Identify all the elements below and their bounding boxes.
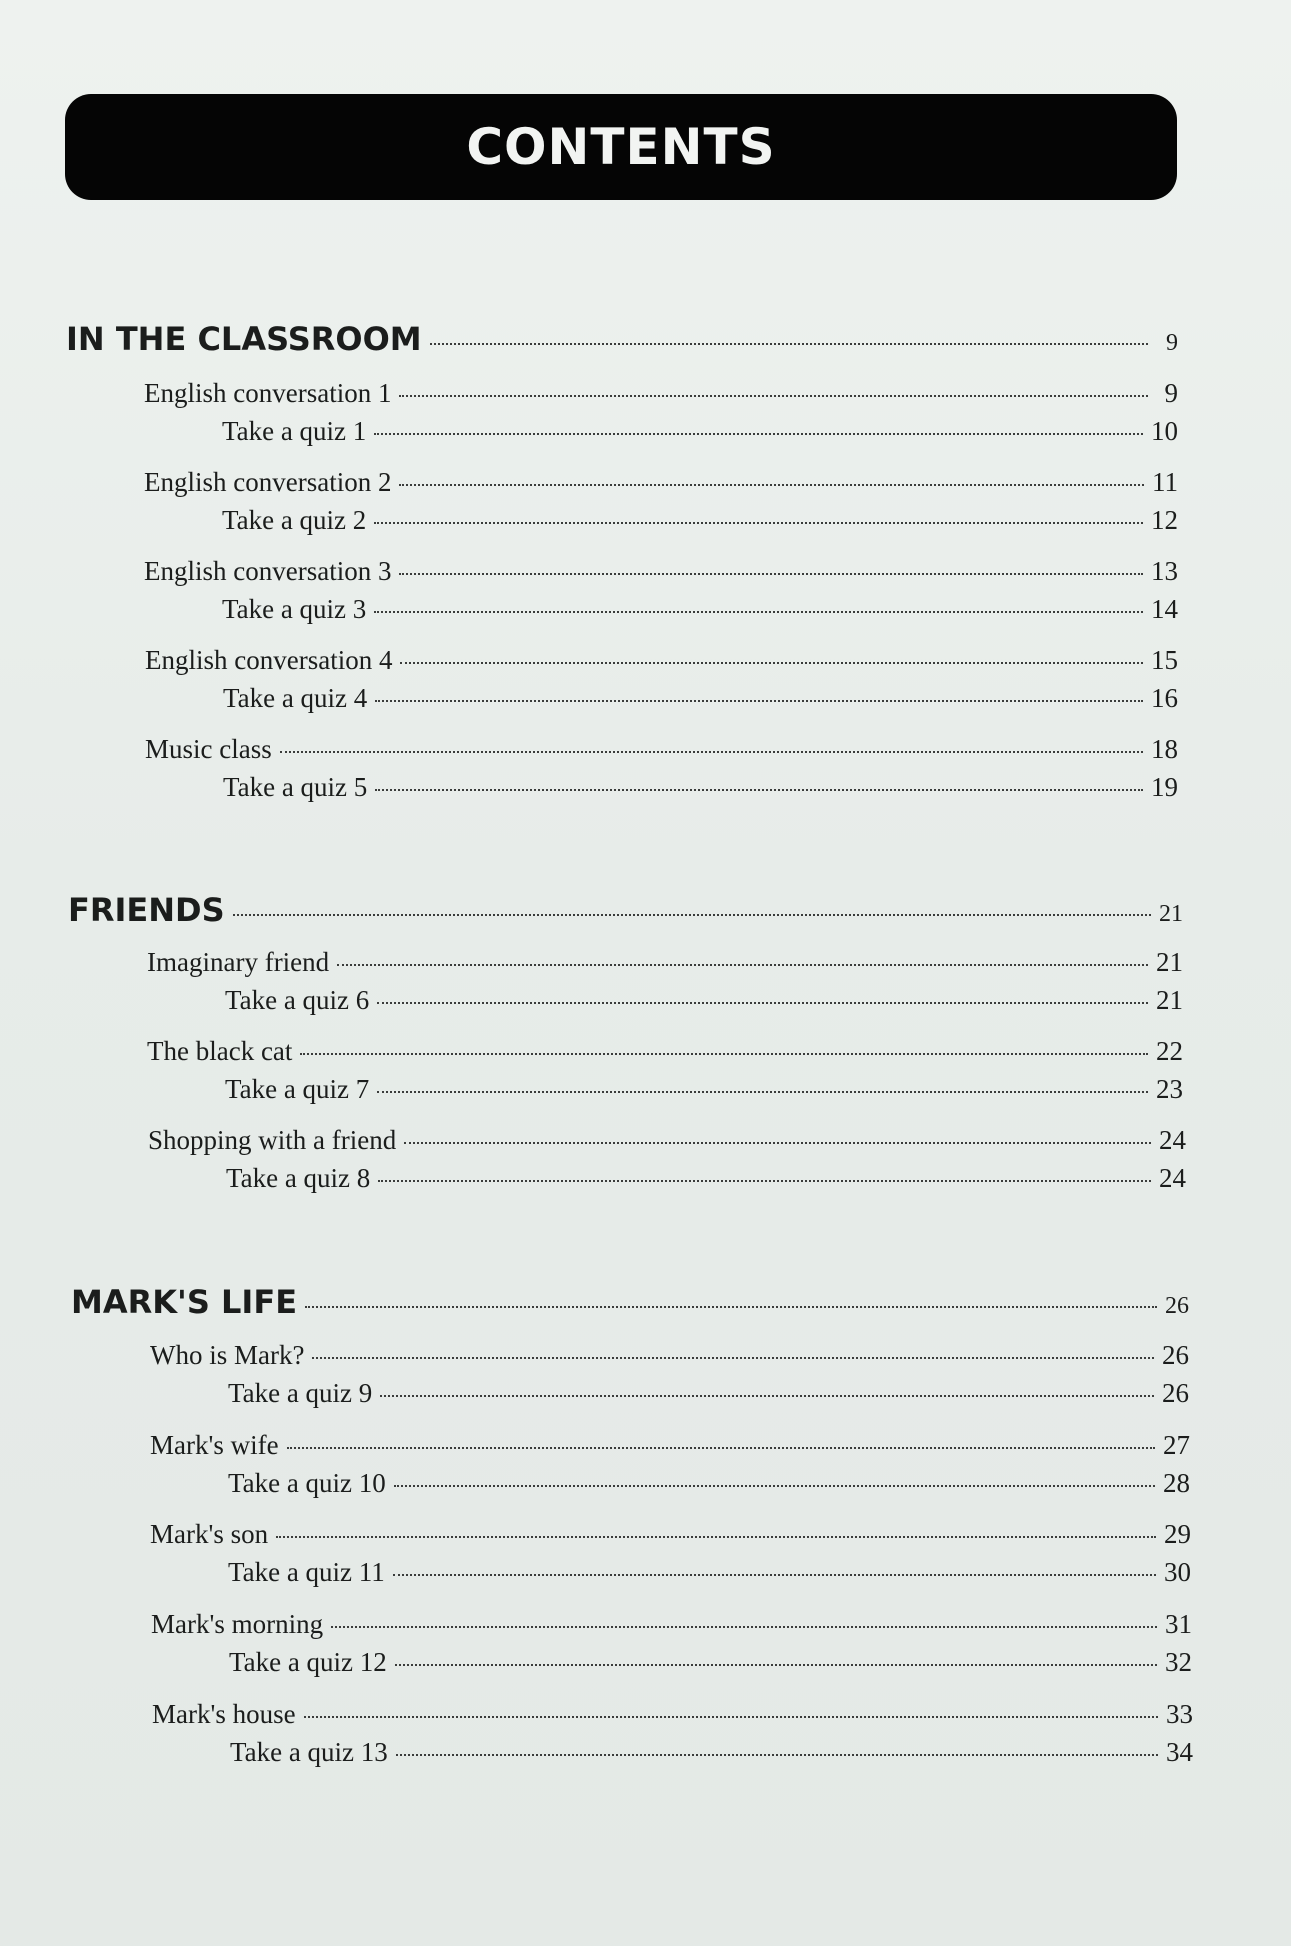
toc-quiz-entry[interactable] <box>229 1647 1192 1678</box>
toc-quiz-entry[interactable] <box>225 1074 1183 1105</box>
toc-section-heading[interactable] <box>66 320 1178 358</box>
dot-leader <box>233 914 1151 916</box>
page-number: 12 <box>1151 505 1178 535</box>
dot-leader <box>375 700 1143 702</box>
quiz-title: Take a quiz 13 <box>230 1737 388 1767</box>
toc-entry[interactable] <box>144 556 1178 587</box>
page-number: 27 <box>1163 1430 1190 1460</box>
page-number: 21 <box>1156 985 1183 1015</box>
entry-title: English conversation 1 <box>144 378 392 408</box>
quiz-title: Take a quiz 2 <box>222 505 367 535</box>
dot-leader <box>276 1536 1156 1538</box>
page-number: 26 <box>1162 1340 1189 1370</box>
dot-leader <box>430 343 1148 345</box>
page-number: 14 <box>1151 594 1178 624</box>
dot-leader <box>377 1091 1148 1093</box>
toc-section-heading[interactable] <box>68 891 1183 929</box>
quiz-title: Take a quiz 1 <box>222 416 367 446</box>
toc-entry[interactable] <box>144 378 1178 409</box>
dot-leader <box>304 1716 1158 1718</box>
entry-title: Mark's house <box>152 1699 296 1729</box>
entry-title: Mark's wife <box>150 1430 279 1460</box>
toc-entry[interactable] <box>148 1125 1186 1156</box>
page-number: 10 <box>1151 416 1178 446</box>
toc-entry[interactable] <box>147 947 1183 978</box>
toc-entry[interactable] <box>150 1519 1191 1550</box>
entry-title: Mark's son <box>150 1519 269 1549</box>
dot-leader <box>400 662 1143 664</box>
entry-title: English conversation 4 <box>145 645 393 675</box>
quiz-title: Take a quiz 3 <box>222 594 367 624</box>
dot-leader <box>399 395 1148 397</box>
page-number: 24 <box>1159 1163 1186 1193</box>
page-number: 15 <box>1151 645 1178 675</box>
page-number: 22 <box>1156 1036 1183 1066</box>
dot-leader <box>393 1574 1156 1576</box>
toc-entry[interactable] <box>150 1340 1189 1371</box>
section-title: IN THE CLASSROOM <box>66 320 422 358</box>
toc-quiz-entry[interactable] <box>222 416 1178 447</box>
entry-title: The black cat <box>147 1036 293 1066</box>
dot-leader <box>375 789 1143 791</box>
entry-title: Shopping with a friend <box>148 1125 397 1155</box>
entry-title: Who is Mark? <box>150 1340 305 1370</box>
dot-leader <box>374 611 1143 613</box>
page-number: 13 <box>1151 556 1178 586</box>
dot-leader <box>380 1395 1154 1397</box>
toc-entry[interactable] <box>145 734 1178 765</box>
dot-leader <box>337 964 1148 966</box>
dot-leader <box>399 484 1144 486</box>
dot-leader <box>287 1447 1155 1449</box>
dot-leader <box>377 1002 1148 1004</box>
toc-quiz-entry[interactable] <box>228 1557 1191 1588</box>
dot-leader <box>305 1306 1157 1308</box>
page-number: 11 <box>1152 467 1178 497</box>
page-number: 26 <box>1162 1378 1189 1408</box>
toc-quiz-entry[interactable] <box>228 1468 1190 1499</box>
toc-quiz-entry[interactable] <box>222 594 1178 625</box>
toc-entry[interactable] <box>144 467 1178 498</box>
toc-entry[interactable] <box>145 645 1178 676</box>
toc-quiz-entry[interactable] <box>223 683 1178 714</box>
page-number: 24 <box>1159 1125 1186 1155</box>
toc-quiz-entry[interactable] <box>226 1163 1186 1194</box>
entry-title: English conversation 2 <box>144 467 392 497</box>
quiz-title: Take a quiz 6 <box>225 985 370 1015</box>
dot-leader <box>280 751 1143 753</box>
toc-entry[interactable] <box>147 1036 1183 1067</box>
dot-leader <box>378 1180 1151 1182</box>
page-number: 31 <box>1165 1609 1192 1639</box>
quiz-title: Take a quiz 11 <box>228 1557 385 1587</box>
page-number: 33 <box>1166 1699 1193 1729</box>
quiz-title: Take a quiz 5 <box>223 772 368 802</box>
toc-quiz-entry[interactable] <box>228 1378 1189 1409</box>
quiz-title: Take a quiz 7 <box>225 1074 370 1104</box>
page-number: 29 <box>1164 1519 1191 1549</box>
dot-leader <box>404 1142 1151 1144</box>
page-number: 21 <box>1156 947 1183 977</box>
page-number: 9 <box>1164 378 1178 408</box>
section-title: MARK'S LIFE <box>71 1283 298 1321</box>
toc-quiz-entry[interactable] <box>230 1737 1193 1768</box>
quiz-title: Take a quiz 8 <box>226 1163 371 1193</box>
dot-leader <box>300 1053 1148 1055</box>
toc-quiz-entry[interactable] <box>225 985 1183 1016</box>
page-number: 18 <box>1151 734 1178 764</box>
page-number: 21 <box>1159 901 1183 927</box>
page-title: CONTENTS <box>466 118 776 176</box>
page-number: 16 <box>1151 683 1178 713</box>
toc-section-heading[interactable] <box>71 1283 1189 1321</box>
section-title: FRIENDS <box>68 891 225 929</box>
dot-leader <box>394 1485 1155 1487</box>
dot-leader <box>312 1357 1154 1359</box>
entry-title: Music class <box>145 734 272 764</box>
toc-entry[interactable] <box>151 1609 1192 1640</box>
dot-leader <box>374 433 1143 435</box>
entry-title: Mark's morning <box>151 1609 324 1639</box>
page-number: 9 <box>1166 330 1178 356</box>
toc-entry[interactable] <box>152 1699 1193 1730</box>
dot-leader <box>395 1664 1157 1666</box>
page-number: 34 <box>1166 1737 1193 1767</box>
page-number: 26 <box>1165 1293 1189 1319</box>
quiz-title: Take a quiz 10 <box>228 1468 386 1498</box>
dot-leader <box>396 1754 1158 1756</box>
quiz-title: Take a quiz 4 <box>223 683 368 713</box>
quiz-title: Take a quiz 9 <box>228 1378 373 1408</box>
entry-title: English conversation 3 <box>144 556 392 586</box>
page-number: 28 <box>1163 1468 1190 1498</box>
toc-quiz-entry[interactable] <box>222 505 1178 536</box>
quiz-title: Take a quiz 12 <box>229 1647 387 1677</box>
page-number: 19 <box>1151 772 1178 802</box>
dot-leader <box>399 573 1143 575</box>
page-number: 32 <box>1165 1647 1192 1677</box>
dot-leader <box>374 522 1143 524</box>
page-number: 23 <box>1156 1074 1183 1104</box>
toc-entry[interactable] <box>150 1430 1190 1461</box>
dot-leader <box>331 1626 1157 1628</box>
entry-title: Imaginary friend <box>147 947 330 977</box>
page-number: 30 <box>1164 1557 1191 1587</box>
contents-banner <box>65 94 1177 200</box>
toc-quiz-entry[interactable] <box>223 772 1178 803</box>
